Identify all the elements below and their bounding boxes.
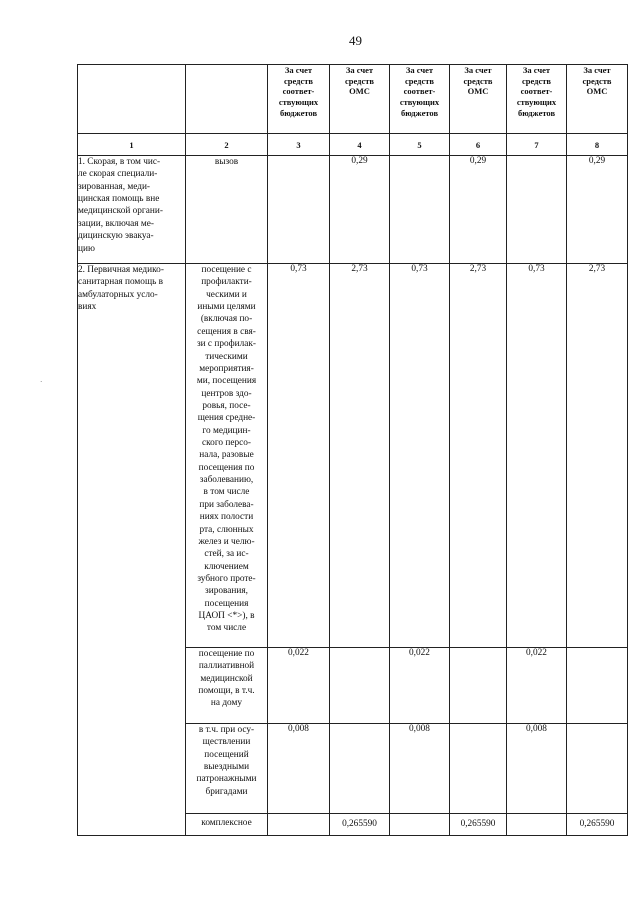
- column-number: 1: [78, 134, 186, 156]
- value-cell: [507, 156, 567, 264]
- column-number: 6: [450, 134, 507, 156]
- header-cell-budget: За счет средств соответ- ствующих бюджетов: [268, 65, 330, 134]
- value-cell: 0,265590: [450, 814, 507, 836]
- unit-cell: комплексное: [186, 814, 268, 836]
- value-cell: 0,29: [567, 156, 628, 264]
- value-cell: [330, 724, 390, 814]
- table-row: [78, 264, 628, 648]
- column-number: 3: [268, 134, 330, 156]
- value-cell: 0,008: [507, 724, 567, 814]
- unit-cell: посещение по паллиативной медицинской помощи, в т.ч. на дому: [186, 648, 268, 724]
- page-number: 49: [349, 33, 362, 48]
- header-cell-oms: За счет средств ОМС: [330, 65, 390, 134]
- value-cell: [567, 648, 628, 724]
- column-number: 5: [390, 134, 450, 156]
- value-cell: [450, 724, 507, 814]
- value-cell: 0,022: [268, 648, 330, 724]
- value-cell: 0,73: [507, 264, 567, 648]
- value-cell: 0,29: [450, 156, 507, 264]
- care-type-cell: 2. Первичная медико- санитарная помощь в амбулаторных усло- виях: [78, 264, 186, 836]
- value-cell: 0,29: [330, 156, 390, 264]
- value-cell: 2,73: [450, 264, 507, 648]
- header-row: [78, 65, 628, 134]
- value-cell: 0,008: [390, 724, 450, 814]
- value-cell: [507, 814, 567, 836]
- header-cell-blank: [78, 65, 186, 134]
- value-cell: [390, 156, 450, 264]
- table-row: [78, 156, 628, 264]
- care-type-cell: 1. Скорая, в том чис- ле скорая специали- зированная, меди- цинская помощь вне медицинской органи- зации, включая ме- дицинскую эвакуа- цию: [78, 156, 186, 264]
- value-cell: 2,73: [330, 264, 390, 648]
- unit-cell: вызов: [186, 156, 268, 264]
- column-number: 2: [186, 134, 268, 156]
- header-cell-oms: За счет средств ОМС: [450, 65, 507, 134]
- unit-cell: посещение с профилакти- ческими и иными целями (включая по- сещения в свя- зи с профилак- тическими мероприятия- ми, посещения центров здо- ровья, посе- щения средне- го медицин- ского персо- нала, разовые посещения по заболеванию, в том числе при заболева- ниях полости рта, слюнных желез и челю- стей, за ис- ключением зубного проте- зирования, посещения ЦАОП <*>), в том числе: [186, 264, 268, 648]
- value-cell: [450, 648, 507, 724]
- margin-mark: ·: [40, 378, 43, 386]
- value-cell: 0,022: [390, 648, 450, 724]
- value-cell: 0,265590: [567, 814, 628, 836]
- header-cell-oms: За счет средств ОМС: [567, 65, 628, 134]
- norms-table: [77, 64, 628, 836]
- value-cell: [390, 814, 450, 836]
- header-cell-budget: За счет средств соответ- ствующих бюджетов: [507, 65, 567, 134]
- header-cell-budget: За счет средств соответ- ствующих бюджетов: [390, 65, 450, 134]
- column-number: 8: [567, 134, 628, 156]
- value-cell: [268, 814, 330, 836]
- column-number-row: [78, 134, 628, 156]
- value-cell: [330, 648, 390, 724]
- unit-cell: в т.ч. при осу- ществлении посещений выездными патронажными бригадами: [186, 724, 268, 814]
- value-cell: [268, 156, 330, 264]
- value-cell: 0,008: [268, 724, 330, 814]
- value-cell: 0,022: [507, 648, 567, 724]
- value-cell: 2,73: [567, 264, 628, 648]
- value-cell: 0,73: [268, 264, 330, 648]
- column-number: 7: [507, 134, 567, 156]
- value-cell: 0,265590: [330, 814, 390, 836]
- value-cell: [567, 724, 628, 814]
- column-number: 4: [330, 134, 390, 156]
- value-cell: 0,73: [390, 264, 450, 648]
- header-cell-blank: [186, 65, 268, 134]
